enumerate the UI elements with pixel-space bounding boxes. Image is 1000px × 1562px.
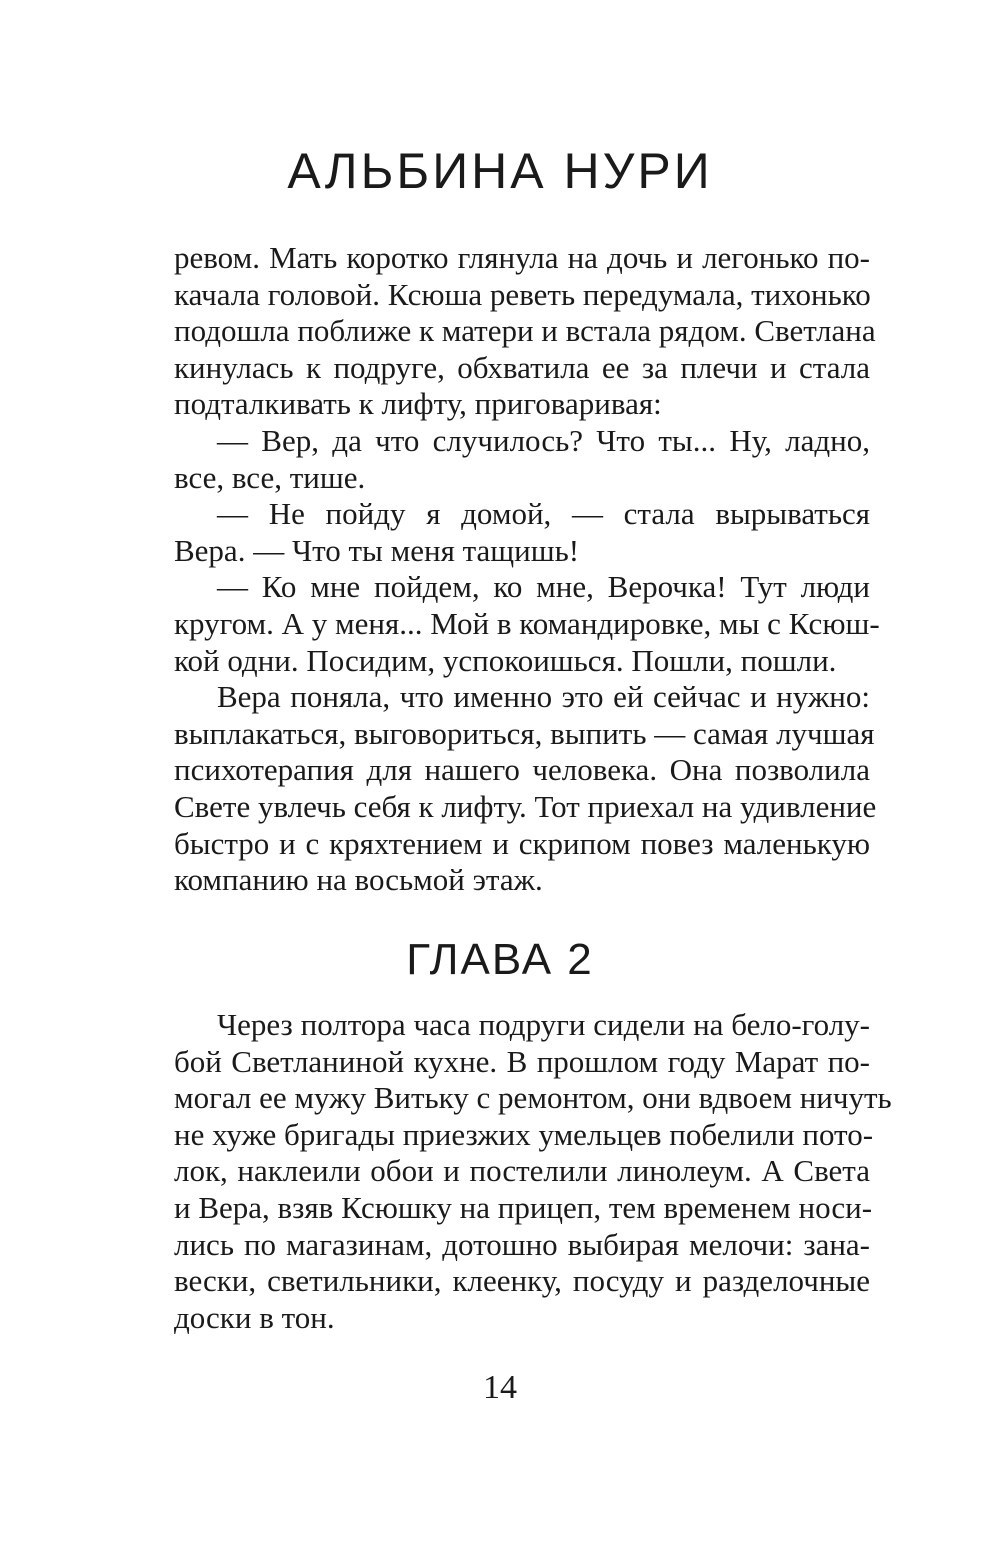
text-section-1 bbox=[174, 240, 880, 899]
text-line: доски в тон. bbox=[174, 1299, 335, 1335]
text-line: кругом. А у меня... Мой в командировке, мы с Ксюш- bbox=[174, 605, 880, 641]
text-line: могал ее мужу Витьку с ремонтом, они вдвоем ничуть bbox=[174, 1080, 892, 1116]
text-line: подошла поближе к матери и встала рядом. Светлана bbox=[174, 313, 876, 349]
text-line: Вера поняла, что именно это ей сейчас и нужно: bbox=[217, 679, 870, 715]
text-line: быстро и с кряхтением и скрипом повез маленькую bbox=[174, 825, 870, 861]
text-line: Через полтора часа подруги сидели на бело-голу- bbox=[217, 1007, 870, 1042]
text-line: — Вер, да что случилось? Что ты... Ну, ладно, bbox=[217, 422, 870, 458]
text-line: лок, наклеили обои и постелили линолеум. А Света bbox=[174, 1153, 870, 1189]
text-line: вески, светильники, клеенку, посуду и разделочные bbox=[174, 1263, 870, 1299]
text-line: бой Светланиной кухне. В прошлом году Марат по- bbox=[174, 1043, 870, 1079]
text-line: выплакаться, выговориться, выпить — самая лучшая bbox=[174, 715, 875, 751]
text-line: психотерапия для нашего человека. Она позволила bbox=[174, 752, 870, 788]
text-line: и Вера, взяв Ксюшку на прицеп, тем временем носи- bbox=[174, 1189, 873, 1225]
text-line: компанию на восьмой этаж. bbox=[174, 862, 543, 898]
text-line: Свете увлечь себя к лифту. Тот приехал на удивление bbox=[174, 788, 877, 824]
text-line: кинулась к подруге, обхватила ее за плечи и стала bbox=[174, 349, 870, 385]
text-line: кой одни. Посидим, успокоишься. Пошли, пошли. bbox=[174, 642, 837, 678]
chapter-heading: ГЛАВА 2 bbox=[406, 935, 594, 984]
running-head-author: АЛЬБИНА НУРИ bbox=[287, 143, 713, 199]
text-line: не хуже бригады приезжих умельцев побелили пото- bbox=[174, 1116, 874, 1152]
text-line: — Не пойду я домой, — стала вырываться bbox=[217, 496, 870, 532]
text-line: лись по магазинам, дотошно выбирая мелочи: зана- bbox=[174, 1226, 870, 1262]
text-line: подталкивать к лифту, приговаривая: bbox=[174, 386, 662, 422]
text-line: качала головой. Ксюша реветь передумала, тихонько bbox=[174, 276, 871, 312]
text-line: — Ко мне пойдем, ко мне, Верочка! Тут люди bbox=[217, 569, 870, 605]
text-line: ревом. Мать коротко глянула на дочь и легонько по- bbox=[174, 240, 870, 275]
text-section-2 bbox=[174, 1007, 892, 1336]
text-line: все, все, тише. bbox=[174, 459, 366, 495]
page-number: 14 bbox=[483, 1369, 517, 1406]
text-line: Вера. — Что ты меня тащишь! bbox=[174, 532, 580, 568]
